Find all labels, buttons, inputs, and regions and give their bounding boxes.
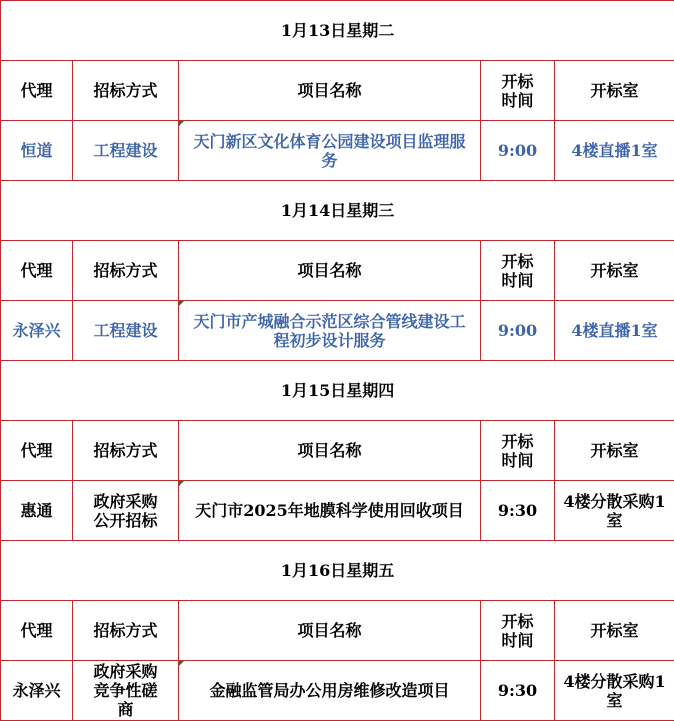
table-row	[1, 121, 674, 181]
header-project: 项目名称	[179, 61, 481, 121]
cell-project: 天门新区文化体育公园建设项目监理服务	[179, 121, 481, 181]
header-project: 项目名称	[179, 241, 481, 301]
cell-project: 天门市产城融合示范区综合管线建设工程初步设计服务	[179, 301, 481, 361]
header-time: 开标 时间	[481, 601, 555, 661]
header-room: 开标室	[555, 601, 674, 661]
header-agent: 代理	[1, 241, 73, 301]
cell-time: 9:30	[481, 481, 555, 541]
cell-method: 工程建设	[73, 121, 179, 181]
header-row	[1, 421, 674, 481]
date-row	[1, 1, 674, 61]
table-row	[1, 661, 674, 721]
header-method: 招标方式	[73, 241, 179, 301]
date-row	[1, 181, 674, 241]
date-heading: 1月14日星期三	[1, 181, 674, 241]
header-room: 开标室	[555, 241, 674, 301]
header-agent: 代理	[1, 601, 73, 661]
header-room: 开标室	[555, 61, 674, 121]
cell-time: 9:00	[481, 301, 555, 361]
table-row	[1, 301, 674, 361]
cell-room: 4楼分散采购1室	[555, 661, 674, 721]
cell-agent: 惠通	[1, 481, 73, 541]
cell-time: 9:30	[481, 661, 555, 721]
table-row	[1, 481, 674, 541]
header-row	[1, 61, 674, 121]
header-method: 招标方式	[73, 421, 179, 481]
cell-method: 政府采购公开招标	[73, 481, 179, 541]
header-project: 项目名称	[179, 601, 481, 661]
header-row	[1, 601, 674, 661]
header-time: 开标 时间	[481, 241, 555, 301]
cell-project: 金融监管局办公用房维修改造项目	[179, 661, 481, 721]
header-agent: 代理	[1, 421, 73, 481]
cell-room: 4楼分散采购1室	[555, 481, 674, 541]
date-row	[1, 541, 674, 601]
date-heading: 1月13日星期二	[1, 1, 674, 61]
cell-agent: 永泽兴	[1, 661, 73, 721]
cell-project: 天门市2025年地膜科学使用回收项目	[179, 481, 481, 541]
header-time: 开标 时间	[481, 61, 555, 121]
header-method: 招标方式	[73, 61, 179, 121]
cell-agent: 永泽兴	[1, 301, 73, 361]
header-project: 项目名称	[179, 421, 481, 481]
cell-agent: 恒道	[1, 121, 73, 181]
date-heading: 1月16日星期五	[1, 541, 674, 601]
cell-method: 政府采购竞争性磋商	[73, 661, 179, 721]
header-room: 开标室	[555, 421, 674, 481]
header-row	[1, 241, 674, 301]
cell-room: 4楼直播1室	[555, 121, 674, 181]
header-method: 招标方式	[73, 601, 179, 661]
cell-time: 9:00	[481, 121, 555, 181]
schedule-body	[1, 1, 674, 721]
date-row	[1, 361, 674, 421]
cell-method: 工程建设	[73, 301, 179, 361]
header-time: 开标 时间	[481, 421, 555, 481]
date-heading: 1月15日星期四	[1, 361, 674, 421]
cell-room: 4楼直播1室	[555, 301, 674, 361]
header-agent: 代理	[1, 61, 73, 121]
